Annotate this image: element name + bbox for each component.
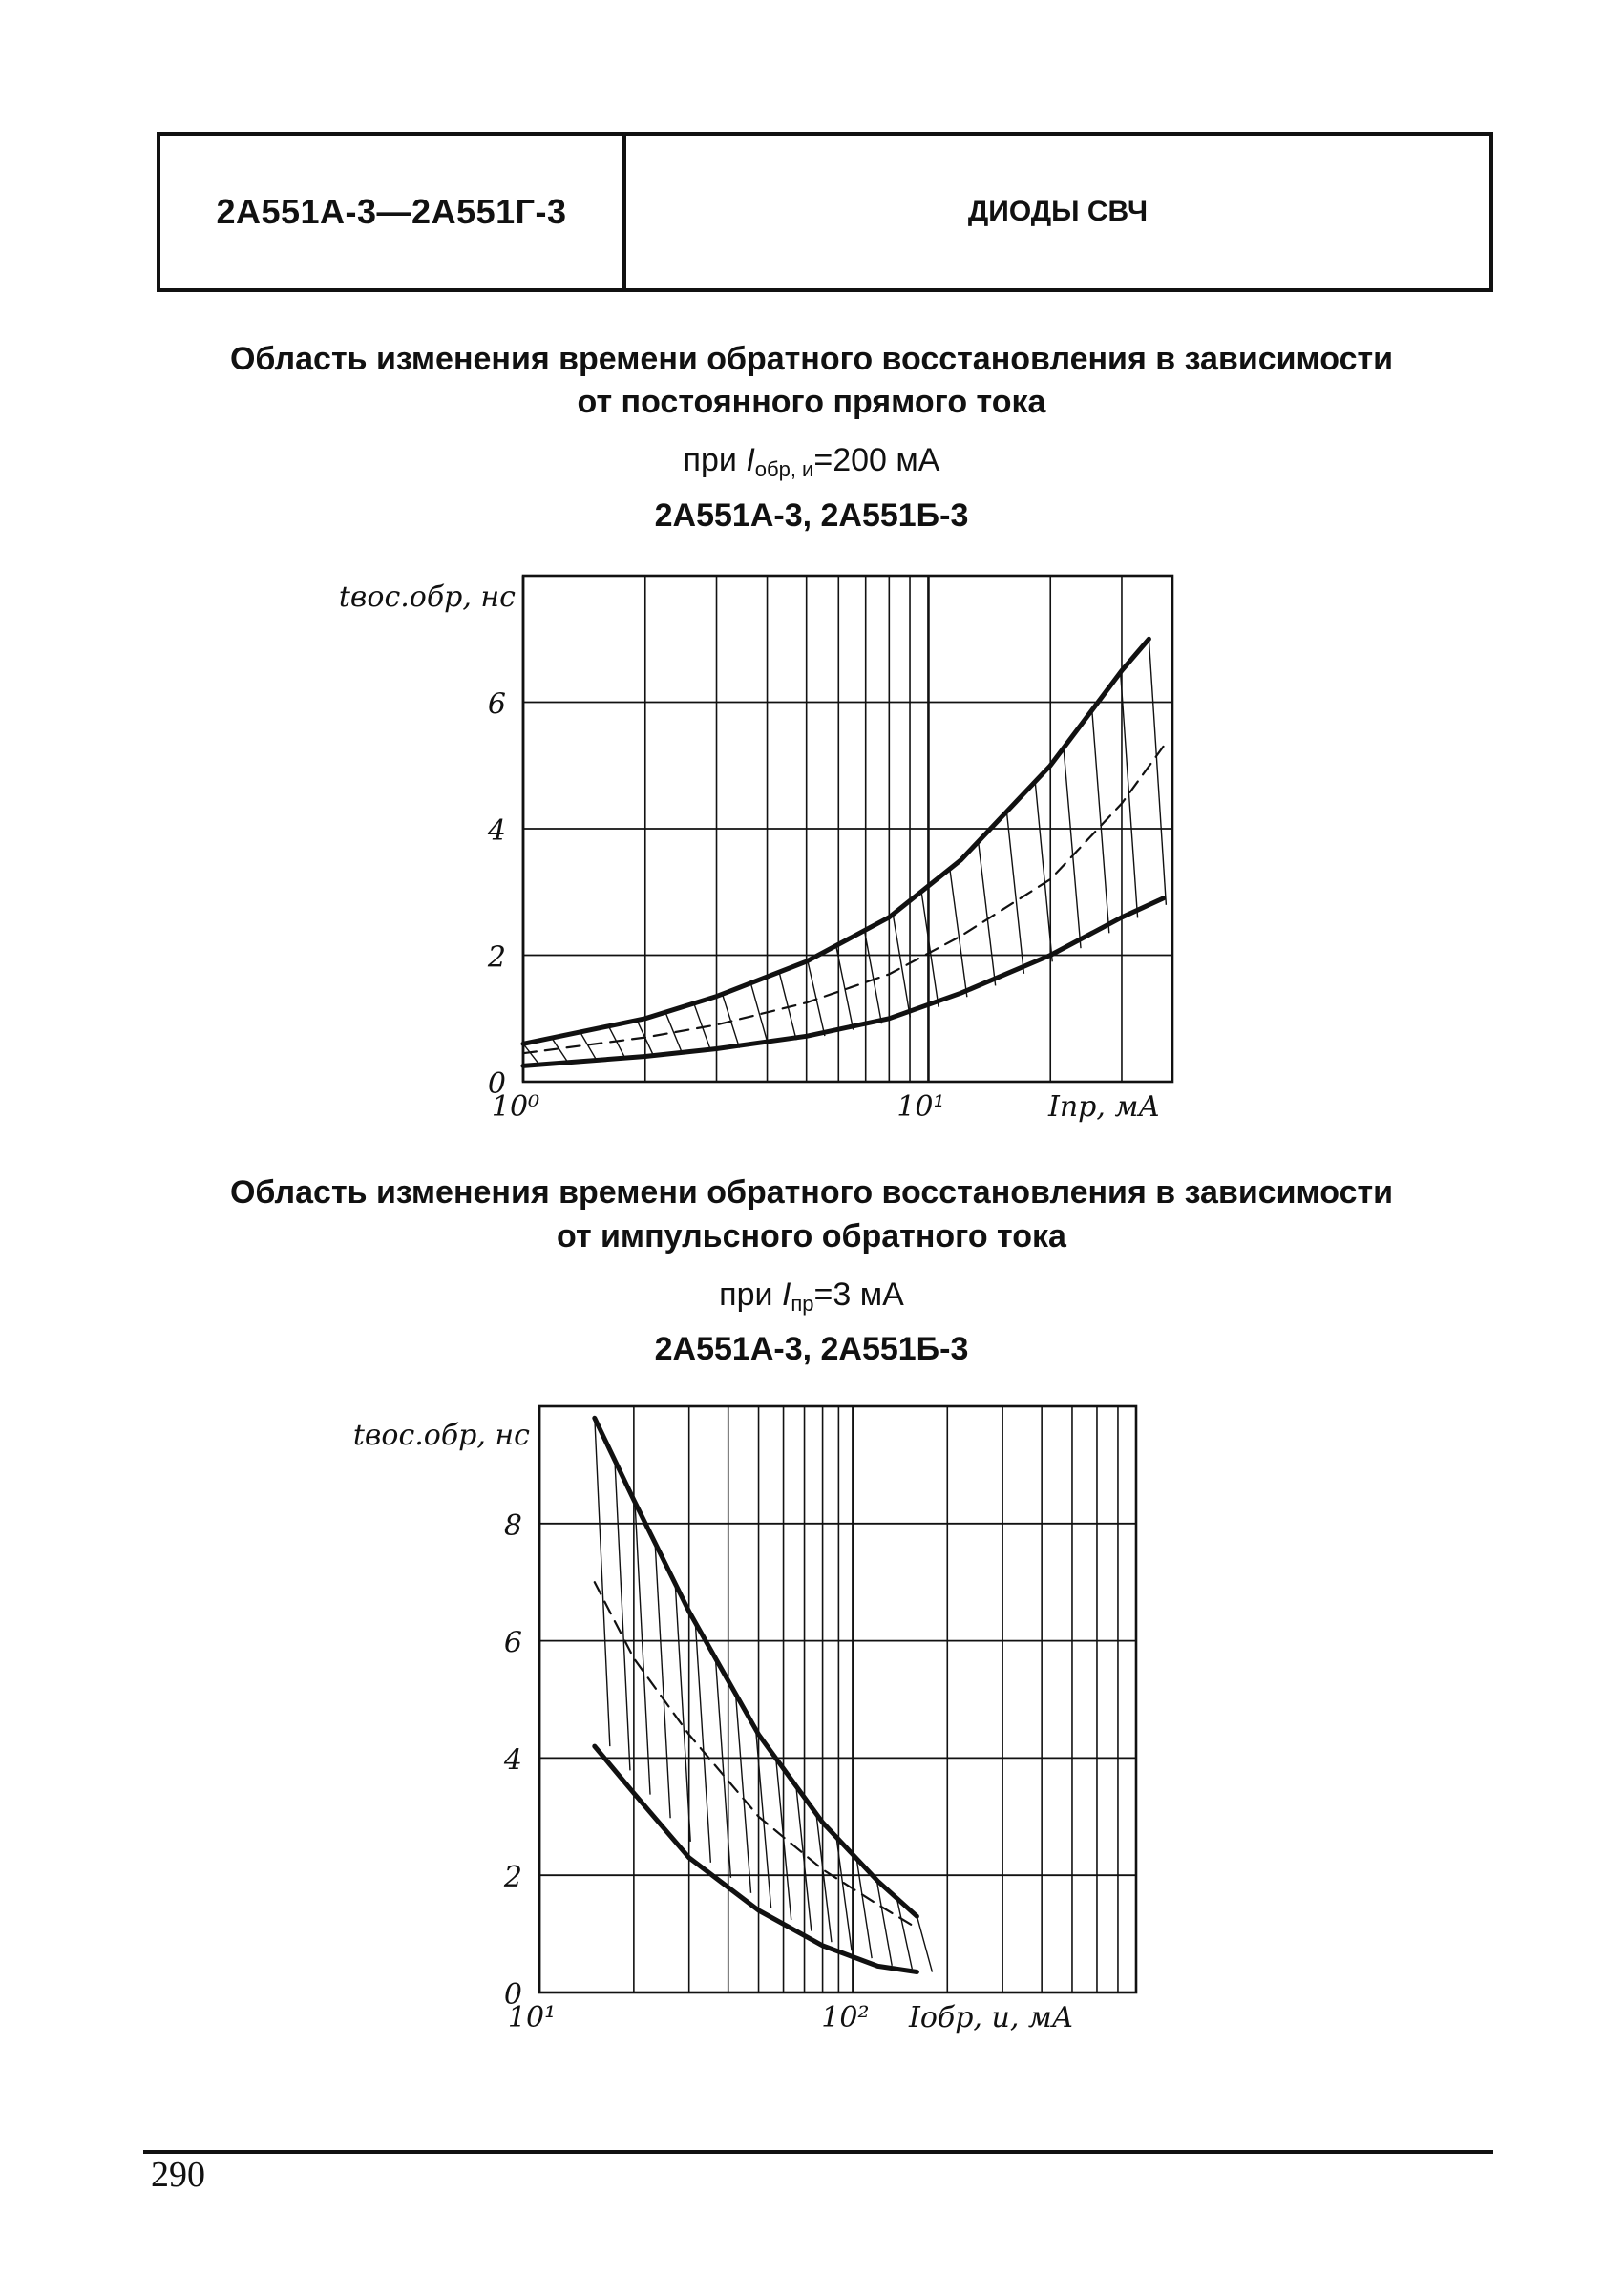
chart1-devices: 2А551А-3, 2А551Б-3 <box>654 497 969 534</box>
chart2-hatch-line <box>695 1623 710 1863</box>
chart2-condition-subscript: пр <box>791 1292 814 1316</box>
chart1-y-tick-label: 2 <box>487 940 506 975</box>
chart2-caption-line1: Область изменения времени обратного восстановления в зависимости <box>229 1174 1394 1211</box>
chart2-x-tick-label: 10¹ <box>507 2001 557 2035</box>
chart2-typical-dashed-curve <box>595 1582 917 1928</box>
category-title: ДИОДЫ СВЧ <box>967 196 1149 227</box>
chart2-hatch-line <box>816 1814 832 1942</box>
chart2-y-tick-label: 2 <box>503 1861 522 1895</box>
chart1-condition-prefix: при <box>683 442 747 478</box>
page-number: 290 <box>151 2155 205 2195</box>
chart2-hatch-line <box>595 1418 610 1746</box>
part-number: 2А551А-3—2А551Г-3 <box>160 136 626 288</box>
chart1-y-tick-label: 6 <box>487 687 506 722</box>
chart1-caption-line2: от постоянного прямого тока <box>577 384 1046 420</box>
chart2-hatch-line <box>736 1694 751 1892</box>
chart2-devices: 2А551А-3, 2А551Б-3 <box>654 1331 969 1367</box>
chart1-caption-line1: Область изменения времени обратного восстановления в зависимости <box>229 341 1394 377</box>
chart2-condition-prefix: при <box>719 1276 782 1313</box>
chart2-hatch-line <box>655 1543 670 1818</box>
chart2-caption-line2: от импульсного обратного тока <box>557 1218 1066 1254</box>
chart2-y-tick-label: 8 <box>503 1508 522 1543</box>
chart2-condition-value: =3 мА <box>813 1276 904 1313</box>
chart2-hatch-line <box>917 1916 932 1971</box>
chart1-y-tick-label: 4 <box>487 814 506 848</box>
chart2-y-tick-label: 4 <box>503 1743 522 1778</box>
chart1-y-tick-label: 0 <box>487 1067 506 1101</box>
chart2-hatch-line <box>635 1503 650 1795</box>
chart1-y-axis-label: tвос.обр, нс <box>338 580 516 614</box>
chart1-condition-value: =200 мА <box>813 442 940 478</box>
chart2-hatch-line <box>615 1460 630 1770</box>
chart1-x-tick-label: 10⁰ <box>491 1090 540 1124</box>
chart2-hatch-line <box>675 1584 690 1842</box>
chart2-condition-symbol: I <box>781 1276 791 1313</box>
chart1-condition-symbol: I <box>746 442 755 478</box>
chart2-y-tick-label: 6 <box>503 1626 522 1660</box>
chart2-y-axis-label: tвос.обр, нс <box>352 1419 530 1452</box>
chart2-y-tick-label: 0 <box>503 1978 522 2012</box>
chart1-x-tick-label: 10¹ <box>896 1090 945 1124</box>
footer-divider <box>143 2150 1493 2154</box>
chart2-x-tick-label: 10² <box>821 2001 870 2035</box>
chart1-condition-subscript: обр, и <box>754 457 814 481</box>
chart2-x-axis-label: Iобр, и, мА <box>909 2001 1074 2035</box>
chart1-x-axis-label: Iпр, мА <box>1048 1090 1161 1124</box>
